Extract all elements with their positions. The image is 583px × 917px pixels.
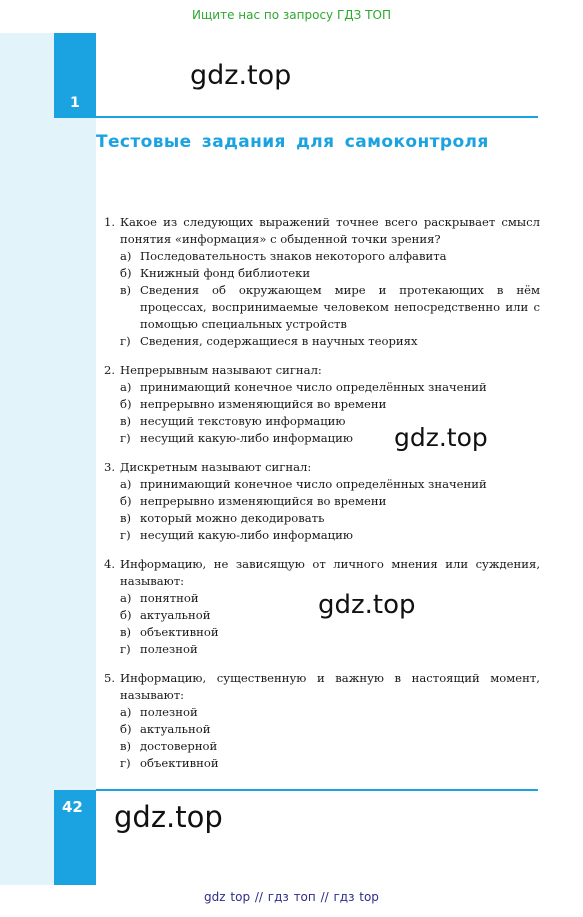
answer-option — [120, 282, 540, 333]
option-letter: а) — [120, 249, 132, 263]
question-text: Какое из следующих выражений точнее всего раскрывает смысл понятия «информация» с обыденной точки зрения? — [120, 215, 540, 246]
answer-option — [120, 624, 540, 641]
watermark: gdz.top — [318, 590, 416, 620]
answer-option — [120, 265, 540, 282]
option-letter: б) — [120, 266, 132, 280]
question-text: Информацию, не зависящую от личного мнения или суждения, называют: — [120, 557, 540, 588]
answer-option — [120, 704, 540, 721]
question-number: 4. — [104, 557, 116, 571]
option-text: Книжный фонд библиотеки — [140, 266, 311, 280]
answer-option — [120, 527, 540, 544]
answer-option — [120, 738, 540, 755]
question-1 — [104, 214, 540, 350]
question-2 — [104, 362, 540, 447]
section-title: Тестовые задания для самоконтроля — [96, 132, 489, 152]
option-text: несущий какую-либо информацию — [140, 431, 353, 445]
option-text: актуальной — [140, 608, 211, 622]
option-letter: б) — [120, 494, 132, 508]
watermark: gdz.top — [394, 423, 488, 452]
question-number: 5. — [104, 671, 116, 685]
question-3 — [104, 459, 540, 544]
option-text: Последовательность знаков некоторого алфавита — [140, 249, 447, 263]
option-text: принимающий конечное число определённых значений — [140, 477, 487, 491]
question-4 — [104, 556, 540, 658]
option-text: Сведения, содержащиеся в научных теориях — [140, 334, 418, 348]
answer-option — [120, 590, 540, 607]
option-letter: г) — [120, 756, 131, 770]
watermark: gdz.top — [190, 60, 292, 91]
option-letter: а) — [120, 380, 132, 394]
answer-option — [120, 333, 540, 350]
option-text: несущий какую-либо информацию — [140, 528, 353, 542]
option-text: полезной — [140, 642, 198, 656]
answer-option — [120, 493, 540, 510]
option-text: который можно декодировать — [140, 511, 325, 525]
option-letter: б) — [120, 608, 132, 622]
option-letter: в) — [120, 414, 132, 428]
question-list — [104, 214, 540, 784]
option-letter: б) — [120, 722, 132, 736]
option-text: понятной — [140, 591, 199, 605]
option-text: полезной — [140, 705, 198, 719]
option-text: несущий текстовую информацию — [140, 414, 346, 428]
watermark: gdz.top — [114, 800, 223, 834]
option-text: достоверной — [140, 739, 218, 753]
question-5 — [104, 670, 540, 772]
question-number: 1. — [104, 215, 116, 229]
option-letter: б) — [120, 397, 132, 411]
option-letter: а) — [120, 591, 132, 605]
option-text: непрерывно изменяющийся во времени — [140, 397, 387, 411]
answer-option — [120, 641, 540, 658]
chapter-number: 1 — [70, 95, 80, 111]
option-letter: а) — [120, 705, 132, 719]
question-text: Дискретным называют сигнал: — [120, 460, 312, 474]
option-text: актуальной — [140, 722, 211, 736]
option-letter: а) — [120, 477, 132, 491]
question-number: 3. — [104, 460, 116, 474]
option-letter: г) — [120, 528, 131, 542]
answer-option — [120, 755, 540, 772]
option-text: объективной — [140, 625, 219, 639]
option-text: Сведения об окружающем мире и протекающих в нём процессах, воспринимаемые человеком непосредственно или с помощью специальных устройств — [140, 283, 540, 331]
question-text: Информацию, существенную и важную в настоящий момент, называют: — [120, 671, 540, 702]
left-margin-panel — [0, 33, 96, 885]
answer-option — [120, 379, 540, 396]
answer-option — [120, 413, 540, 430]
option-letter: г) — [120, 431, 131, 445]
option-letter: в) — [120, 625, 132, 639]
top-banner: Ищите нас по запросу ГДЗ ТОП — [192, 8, 391, 22]
answer-option — [120, 396, 540, 413]
option-text: непрерывно изменяющийся во времени — [140, 494, 387, 508]
option-letter: в) — [120, 511, 132, 525]
option-text: объективной — [140, 756, 219, 770]
question-number: 2. — [104, 363, 116, 377]
option-letter: г) — [120, 334, 131, 348]
question-text: Непрерывным называют сигнал: — [120, 363, 322, 377]
footer-rule — [96, 789, 538, 791]
page-number: 42 — [62, 798, 83, 816]
answer-option — [120, 607, 540, 624]
answer-option — [120, 510, 540, 527]
answer-option — [120, 248, 540, 265]
option-letter: в) — [120, 739, 132, 753]
footer-links: gdz top // гдз топ // гдз top — [204, 890, 379, 904]
option-letter: в) — [120, 283, 132, 297]
option-letter: г) — [120, 642, 131, 656]
header-rule — [96, 116, 538, 118]
option-text: принимающий конечное число определённых значений — [140, 380, 487, 394]
answer-option — [120, 430, 540, 447]
answer-option — [120, 721, 540, 738]
answer-option — [120, 476, 540, 493]
